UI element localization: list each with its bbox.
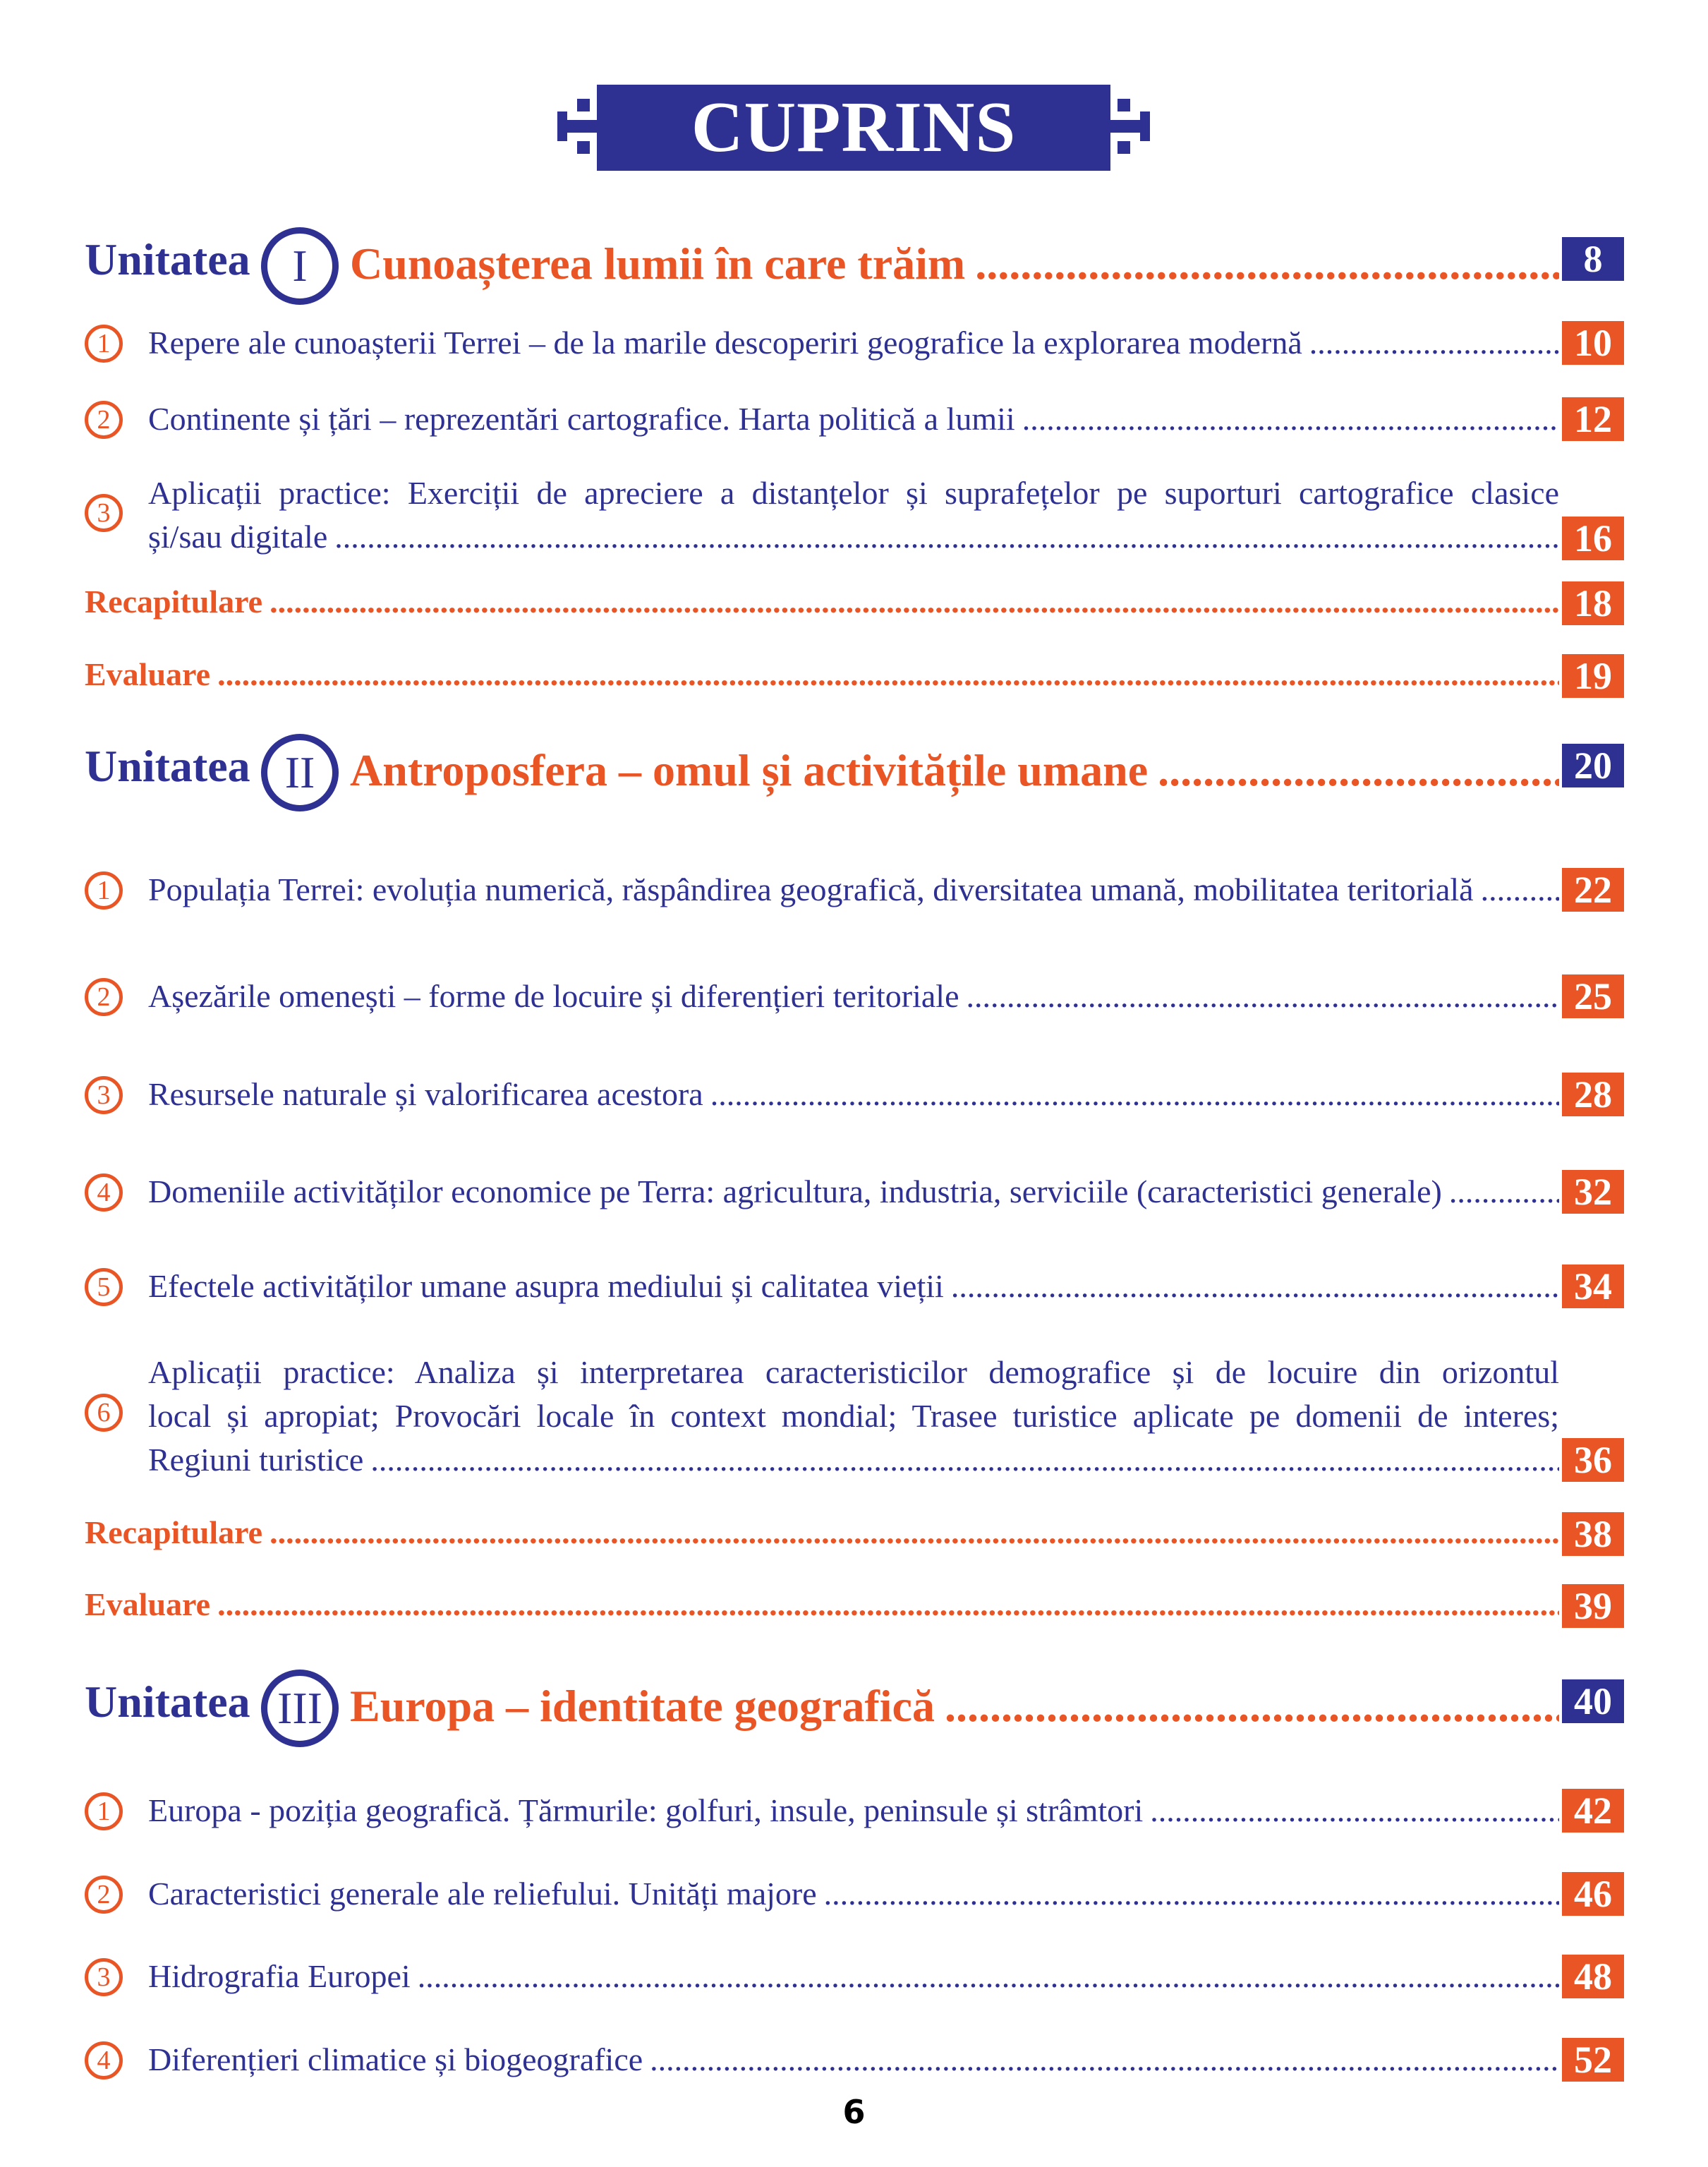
- lesson-number: 3: [85, 494, 123, 532]
- evaluation-entry[interactable]: Evaluare .....: [85, 653, 1559, 696]
- lesson-number: 6: [85, 1394, 123, 1432]
- lesson-entry[interactable]: Repere ale cunoașterii Terrei – de la marile descoperiri geografice la explorarea modernă .....: [148, 321, 1559, 365]
- lesson-page-number: 22: [1562, 868, 1624, 912]
- lesson-page-number: 36: [1562, 1438, 1624, 1482]
- recap-page-number: 38: [1562, 1512, 1624, 1556]
- evaluation-entry[interactable]: Evaluare .....: [85, 1583, 1559, 1626]
- unit-title[interactable]: Antroposfera – omul și activitățile umane .....: [350, 744, 1559, 797]
- lesson-entry[interactable]: Diferențieri climatice și biogeografice .....: [148, 2038, 1559, 2082]
- unit-label: Unitatea: [85, 1677, 250, 1727]
- lesson-number: 5: [85, 1268, 123, 1306]
- page-title: CUPRINS: [597, 85, 1110, 171]
- unit-title[interactable]: Europa – identitate geografică .....: [350, 1679, 1559, 1733]
- lesson-entry[interactable]: Europa - poziția geografică. Țărmurile: golfuri, insule, peninsule și strâmtori .....: [148, 1789, 1559, 1833]
- unit-label: Unitatea: [85, 234, 250, 284]
- lesson-number: 4: [85, 2041, 123, 2080]
- lesson-page-number: 32: [1562, 1170, 1624, 1214]
- evaluation-page-number: 19: [1562, 654, 1624, 698]
- lesson-page-number: 12: [1562, 397, 1624, 441]
- recap-entry[interactable]: Recapitulare .....: [85, 580, 1559, 624]
- lesson-page-number: 25: [1562, 974, 1624, 1018]
- lesson-page-number: 46: [1562, 1872, 1624, 1916]
- lesson-page-number: 28: [1562, 1073, 1624, 1116]
- unit-page-number: 8: [1562, 237, 1624, 281]
- evaluation-page-number: 39: [1562, 1584, 1624, 1628]
- lesson-entry[interactable]: Efectele activităților umane asupra mediului și calitatea vieții .....: [148, 1264, 1559, 1308]
- lesson-entry[interactable]: Resursele naturale și valorificarea acestora .....: [148, 1073, 1559, 1116]
- lesson-entry[interactable]: Aplicații practice: Exerciții de apreciere a distanțelor și suprafețelor pe suporturi cartografice clasice și/sau digitale .....: [148, 471, 1559, 559]
- unit-label: Unitatea: [85, 741, 250, 791]
- lesson-entry[interactable]: Populația Terrei: evoluția numerică, răspândirea geografică, diversitatea umană, mobilitatea teritorială .....: [148, 868, 1559, 912]
- lesson-page-number: 42: [1562, 1789, 1624, 1833]
- lesson-page-number: 34: [1562, 1264, 1624, 1308]
- recap-page-number: 18: [1562, 581, 1624, 625]
- lesson-number: 2: [85, 978, 123, 1016]
- lesson-number: 3: [85, 1958, 123, 1996]
- page-number-footer: 6: [842, 2093, 866, 2131]
- unit-title[interactable]: Cunoașterea lumii în care trăim .....: [350, 237, 1559, 291]
- lesson-number: 2: [85, 1876, 123, 1914]
- unit-numeral-badge: II: [261, 734, 339, 811]
- lesson-entry[interactable]: Domeniile activităților economice pe Terra: agricultura, industria, serviciile (caracteristici generale) .....: [148, 1170, 1559, 1214]
- unit-page-number: 20: [1562, 744, 1624, 787]
- lesson-number: 1: [85, 871, 123, 910]
- unit-numeral-badge: I: [261, 227, 339, 305]
- lesson-entry[interactable]: Așezările omenești – forme de locuire și diferențieri teritoriale .....: [148, 974, 1559, 1018]
- lesson-entry[interactable]: Hidrografia Europei .....: [148, 1955, 1559, 1998]
- ornament-left: [577, 99, 590, 111]
- recap-entry[interactable]: Recapitulare .....: [85, 1511, 1559, 1555]
- lesson-page-number: 52: [1562, 2038, 1624, 2082]
- lesson-number: 4: [85, 1173, 123, 1212]
- ornament-right: [1118, 99, 1130, 111]
- title-banner: [557, 83, 1150, 175]
- lesson-number: 2: [85, 401, 123, 439]
- lesson-page-number: 48: [1562, 1955, 1624, 1998]
- unit-page-number: 40: [1562, 1679, 1624, 1723]
- lesson-number: 1: [85, 1792, 123, 1830]
- lesson-number: 3: [85, 1076, 123, 1114]
- lesson-entry[interactable]: Continente și țări – reprezentări cartografice. Harta politică a lumii .....: [148, 397, 1559, 441]
- lesson-number: 1: [85, 325, 123, 363]
- lesson-page-number: 10: [1562, 321, 1624, 365]
- lesson-entry[interactable]: Aplicații practice: Analiza și interpretarea caracteristicilor demografice și de locuire din orizontul local și apropiat; Provocări locale în context mondial; Trasee turistice aplicate pe domenii de interes; Regiuni turistice .....: [148, 1351, 1559, 1482]
- unit-numeral-badge: III: [261, 1670, 339, 1747]
- lesson-entry[interactable]: Caracteristici generale ale reliefului. Unități majore .....: [148, 1872, 1559, 1916]
- lesson-page-number: 16: [1562, 517, 1624, 560]
